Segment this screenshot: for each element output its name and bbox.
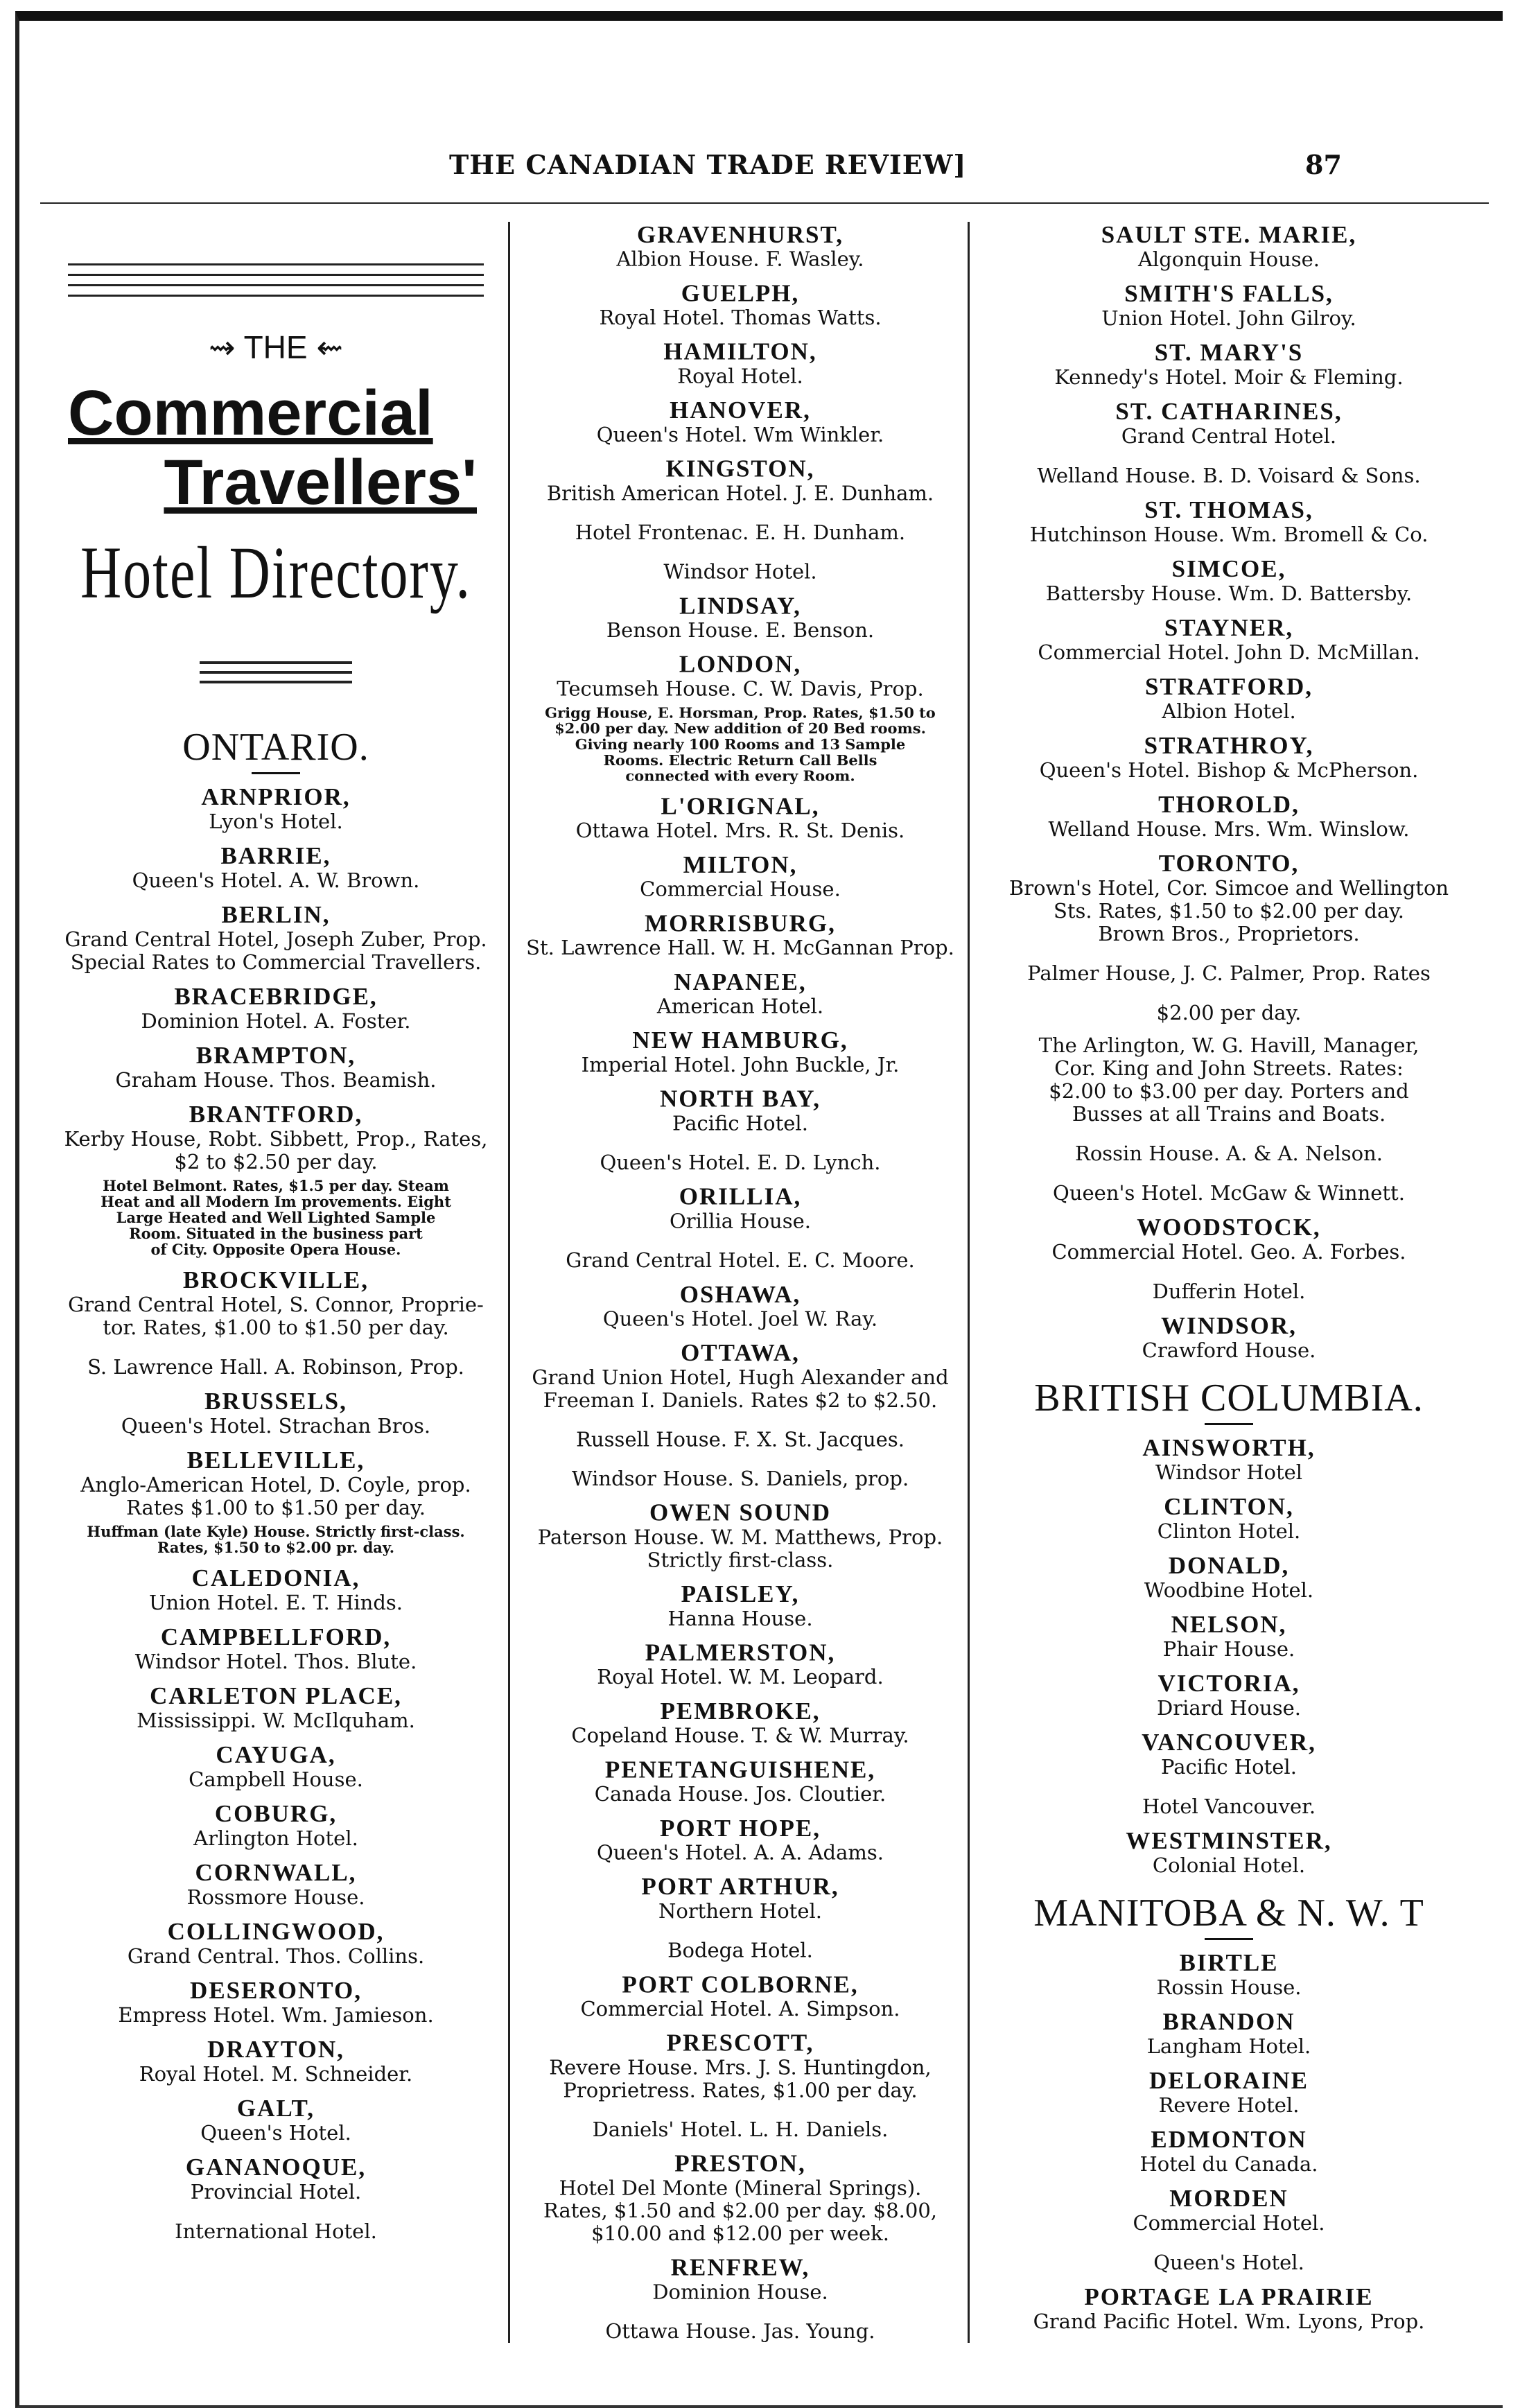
- hotel-line: Commercial Hotel. A. Simpson.: [580, 1997, 900, 2021]
- hotel-entry: [972, 615, 1485, 664]
- column-divider-2: [968, 222, 970, 2343]
- directory-commercial: Commercial: [68, 378, 433, 448]
- town-name: BIRTLE: [1179, 1949, 1279, 1976]
- hotel-note-line: Hotel Belmont. Rates, $1.5 per day. Steam: [103, 1177, 449, 1194]
- town-name: ST. MARY'S: [1154, 339, 1304, 366]
- hotel-note: [47, 1524, 505, 1555]
- hotel-line: Copeland House. T. & W. Murray.: [571, 1723, 909, 1747]
- town-name: MORDEN: [1169, 2185, 1288, 2212]
- hotel-line: Queen's Hotel. Bishop & McPherson.: [1039, 758, 1419, 782]
- town-name: DESERONTO,: [190, 1977, 362, 2004]
- hotel-entry: [47, 1101, 505, 1257]
- page-header: [19, 149, 1503, 191]
- column-3-entries: [972, 222, 1485, 1362]
- hotel-line: Grand Central Hotel.: [1121, 424, 1337, 448]
- hotel-entry: [972, 2068, 1485, 2117]
- town-name: SAULT STE. MARIE,: [1101, 221, 1357, 248]
- town-name: STRATHROY,: [1144, 732, 1314, 759]
- directory-the: ⇝ THE ⇜: [209, 329, 343, 365]
- hotel-line: Pacific Hotel.: [1161, 1755, 1297, 1779]
- town-name: THOROLD,: [1158, 791, 1300, 818]
- town-name: L'ORIGNAL,: [661, 792, 820, 820]
- town-name: BROCKVILLE,: [182, 1266, 369, 1293]
- hotel-line: Rates, $1.50 and $2.00 per day. $8.00,: [543, 2199, 938, 2223]
- town-name: WESTMINSTER,: [1126, 1827, 1332, 1854]
- hotel-line: Paterson House. W. M. Matthews, Prop.: [537, 1525, 943, 1549]
- hotel-entry: [515, 1581, 966, 1630]
- hotel-line: International Hotel.: [175, 2219, 377, 2243]
- hotel-entry: [515, 852, 966, 901]
- hotel-entry: [515, 794, 966, 843]
- hotel-line: Driard House.: [1156, 1696, 1301, 1720]
- hotel-line: Revere Hotel.: [1158, 2093, 1300, 2117]
- hotel-entry: [47, 2154, 505, 2243]
- hotel-line: Northern Hotel.: [658, 1899, 822, 1923]
- hotel-line: Welland House. B. D. Voisard & Sons.: [1037, 464, 1421, 487]
- hotel-entry: [515, 280, 966, 329]
- hotel-line: $10.00 and $12.00 per week.: [591, 2222, 889, 2245]
- hotel-line: Langham Hotel.: [1146, 2034, 1311, 2058]
- hotel-line: Hotel Vancouver.: [1142, 1795, 1316, 1818]
- hotel-line: Imperial Hotel. John Buckle, Jr.: [581, 1053, 900, 1076]
- hotel-line: St. Lawrence Hall. W. H. McGannan Prop.: [526, 936, 954, 960]
- hotel-line: The Arlington, W. G. Havill, Manager,: [1038, 1033, 1419, 1057]
- hotel-entry: [972, 2284, 1485, 2333]
- town-name: BERLIN,: [221, 901, 331, 928]
- town-name: NELSON,: [1171, 1611, 1287, 1638]
- hotel-entry: [515, 2151, 966, 2245]
- hotel-line: Hanna House.: [667, 1606, 813, 1630]
- hotel-entry: [972, 1214, 1485, 1303]
- hotel-line: Proprietress. Rates, $1.00 per day.: [563, 2078, 918, 2102]
- hotel-line: British American Hotel. J. E. Dunham.: [546, 481, 934, 505]
- hotel-line: Albion House. F. Wasley.: [616, 247, 864, 271]
- hotel-line: Kerby House, Robt. Sibbett, Prop., Rates,: [64, 1127, 488, 1151]
- town-name: BARRIE,: [220, 842, 331, 869]
- hotel-line: Dominion House.: [652, 2280, 828, 2304]
- hotel-entry: [972, 1828, 1485, 1877]
- column-1: [47, 222, 505, 2243]
- hotel-line: Queen's Hotel.: [1153, 2251, 1304, 2274]
- hotel-entry: [515, 1757, 966, 1806]
- hotel-entry: [515, 397, 966, 446]
- hotel-entry: [515, 222, 966, 271]
- hotel-line: Orillia House.: [670, 1209, 811, 1233]
- hotel-entry: [515, 339, 966, 388]
- town-name: AINSWORTH,: [1142, 1434, 1316, 1461]
- hotel-entry: [515, 2030, 966, 2141]
- hotel-entry: [972, 340, 1485, 389]
- hotel-entry: [972, 1034, 1485, 1205]
- hotel-line: Brown's Hotel, Cor. Simcoe and Wellington: [1008, 876, 1449, 900]
- province-bar: [252, 772, 300, 774]
- town-name: CORNWALL,: [195, 1859, 357, 1886]
- hotel-entry: [515, 1971, 966, 2021]
- hotel-entry: [47, 1388, 505, 1438]
- hotel-line: Graham House. Thos. Beamish.: [115, 1068, 437, 1092]
- british-columbia-entries: [972, 1435, 1485, 1877]
- hotel-entry: [515, 1027, 966, 1076]
- hotel-entry: [972, 1553, 1485, 1602]
- hotel-line: Provincial Hotel.: [190, 2180, 362, 2204]
- hotel-line: tor. Rates, $1.00 to $1.50 per day.: [103, 1316, 449, 1339]
- town-name: TORONTO,: [1158, 850, 1300, 877]
- hotel-line: Sts. Rates, $1.50 to $2.00 per day.: [1054, 899, 1404, 923]
- page-number: 87: [1305, 149, 1342, 180]
- town-name: EDMONTON: [1151, 2126, 1307, 2153]
- town-name: PALMERSTON,: [645, 1639, 836, 1666]
- hotel-line: Colonial Hotel.: [1152, 1853, 1306, 1877]
- hotel-entry: [972, 1729, 1485, 1818]
- town-name: OSHAWA,: [679, 1281, 801, 1308]
- province-bar: [1205, 1938, 1253, 1940]
- hotel-note-line: connected with every Room.: [625, 767, 855, 785]
- hotel-line: Royal Hotel.: [677, 364, 803, 388]
- town-name: COLLINGWOOD,: [167, 1918, 385, 1945]
- page-title: THE CANADIAN TRADE REVIEW]: [449, 149, 967, 180]
- town-name: SMITH'S FALLS,: [1124, 280, 1334, 307]
- column-2: [515, 222, 966, 2343]
- hotel-line: Grand Central Hotel, S. Connor, Proprie-: [68, 1293, 484, 1316]
- town-name: HAMILTON,: [663, 338, 817, 365]
- town-name: PAISLEY,: [681, 1580, 800, 1607]
- hotel-line: Busses at all Trains and Boats.: [1072, 1102, 1386, 1126]
- hotel-line: Rossin House. A. & A. Nelson.: [1075, 1142, 1383, 1165]
- hotel-entry: [515, 1500, 966, 1571]
- hotel-line: Lyon's Hotel.: [209, 810, 343, 833]
- hotel-entry: [515, 1640, 966, 1689]
- hotel-line: Grand Central Hotel. E. C. Moore.: [566, 1248, 915, 1273]
- hotel-entry: [972, 1670, 1485, 1720]
- hotel-entry: [515, 456, 966, 584]
- hotel-note: [47, 1178, 505, 1257]
- hotel-line: Daniels' Hotel. L. H. Daniels.: [592, 2118, 889, 2141]
- hotel-line: $2 to $2.50 per day.: [174, 1150, 378, 1174]
- town-name: PRESCOTT,: [666, 2029, 814, 2057]
- town-name: CLINTON,: [1164, 1493, 1294, 1520]
- hotel-line: Windsor Hotel. Thos. Blute.: [134, 1650, 417, 1673]
- town-name: WINDSOR,: [1161, 1312, 1297, 1339]
- hotel-line: American Hotel.: [656, 994, 824, 1018]
- town-name: CARLETON PLACE,: [150, 1682, 402, 1709]
- hotel-line: Grand Pacific Hotel. Wm. Lyons, Prop.: [1033, 2310, 1425, 2333]
- hotel-entry: [47, 2036, 505, 2086]
- hotel-line: Pacific Hotel.: [672, 1111, 808, 1135]
- town-name: PORT ARTHUR,: [641, 1873, 839, 1901]
- hotel-note: [515, 704, 966, 783]
- hotel-line: Windsor House. S. Daniels, prop.: [571, 1467, 909, 1491]
- hotel-line: Special Rates to Commercial Travellers.: [70, 950, 482, 974]
- town-name: BRANTFORD,: [189, 1101, 363, 1128]
- town-name: PEMBROKE,: [660, 1698, 821, 1725]
- hotel-entry: [515, 1282, 966, 1331]
- column-divider-1: [508, 222, 510, 2343]
- directory-hotel-directory: Hotel Directory.: [80, 532, 472, 614]
- hotel-entry: [47, 1267, 505, 1379]
- town-name: BELLEVILLE,: [186, 1447, 365, 1474]
- hotel-entry: [515, 652, 966, 784]
- manitoba-entries: [972, 1950, 1485, 2333]
- town-name: GANANOQUE,: [185, 2154, 367, 2181]
- town-name: GALT,: [236, 2095, 315, 2122]
- hotel-entry: [515, 1086, 966, 1174]
- town-name: BRANDON: [1162, 2008, 1295, 2035]
- hotel-line: Rossin House.: [1156, 1975, 1302, 1999]
- hotel-line: Hutchinson House. Wm. Bromell & Co.: [1029, 523, 1428, 546]
- column-3: [972, 222, 1485, 2333]
- hotel-line: Russell House. F. X. St. Jacques.: [576, 1427, 905, 1451]
- hotel-line: Grand Central. Thos. Collins.: [127, 1944, 425, 1968]
- hotel-entry: [47, 1624, 505, 1673]
- hotel-entry: [515, 1698, 966, 1747]
- hotel-entry: [47, 984, 505, 1033]
- town-name: ST. THOMAS,: [1144, 496, 1313, 523]
- hotel-line: Queen's Hotel. Joel W. Ray.: [602, 1307, 878, 1331]
- town-name: LINDSAY,: [679, 592, 801, 620]
- town-name: MORRISBURG,: [645, 909, 836, 937]
- hotel-note-line: Grigg House, E. Horsman, Prop. Rates, $1.50 to: [545, 704, 936, 722]
- hotel-line: Hotel Del Monte (Mineral Springs).: [559, 2176, 922, 2200]
- hotel-line: Royal Hotel. W. M. Leopard.: [597, 1665, 884, 1689]
- town-name: VANCOUVER,: [1142, 1729, 1316, 1756]
- hotel-entry: [515, 1815, 966, 1865]
- town-name: VICTORIA,: [1157, 1670, 1300, 1697]
- hotel-line: Woodbine Hotel.: [1144, 1578, 1314, 1602]
- hotel-line: $2.00 per day.: [1156, 1001, 1302, 1024]
- town-name: STAYNER,: [1164, 614, 1294, 641]
- hotel-line: Union Hotel. John Gilroy.: [1101, 306, 1356, 330]
- town-name: DRAYTON,: [207, 2036, 344, 2063]
- hotel-entry: [47, 1683, 505, 1732]
- hotel-line: Queen's Hotel. E. D. Lynch.: [600, 1151, 881, 1175]
- hotel-line: Welland House. Mrs. Wm. Winslow.: [1048, 817, 1410, 841]
- town-name: SIMCOE,: [1171, 555, 1286, 582]
- hotel-entry: [515, 1874, 966, 1962]
- hotel-line: Rates $1.00 to $1.50 per day.: [126, 1496, 426, 1519]
- hotel-line: Albion Hotel.: [1162, 699, 1296, 723]
- town-name: ORILLIA,: [679, 1183, 802, 1210]
- hotel-line: Hotel du Canada.: [1139, 2152, 1318, 2176]
- town-name: PORT COLBORNE,: [622, 1971, 859, 1998]
- hotel-entry: [972, 2127, 1485, 2176]
- hotel-line: S. Lawrence Hall. A. Robinson, Prop.: [87, 1355, 464, 1379]
- hotel-entry: [47, 1042, 505, 1092]
- hotel-line: Commercial Hotel. Geo. A. Forbes.: [1051, 1240, 1406, 1264]
- hotel-line: Mississippi. W. McIlquham.: [137, 1709, 415, 1732]
- hotel-entry: [972, 497, 1485, 546]
- hotel-entry: [972, 281, 1485, 330]
- hotel-entry: [972, 2009, 1485, 2058]
- province-manitoba: MANITOBA & N. W. T: [1033, 1892, 1424, 1935]
- province-bar: [1205, 1423, 1253, 1425]
- hotel-entry: [972, 1313, 1485, 1362]
- town-name: CALEDONIA,: [191, 1564, 360, 1591]
- town-name: OTTAWA,: [681, 1339, 800, 1367]
- hotel-note-line: Room. Situated in the business part: [129, 1225, 423, 1242]
- hotel-line: Dufferin Hotel.: [1152, 1280, 1306, 1303]
- town-name: LONDON,: [679, 650, 802, 678]
- hotel-line: Strictly first-class.: [647, 1548, 834, 1572]
- directory-title-block: [47, 263, 505, 683]
- province-british-columbia: BRITISH COLUMBIA.: [1034, 1377, 1424, 1420]
- hotel-entry: [47, 1860, 505, 1909]
- hotel-entry: [972, 1494, 1485, 1543]
- hotel-entry: [972, 1435, 1485, 1484]
- column-1-entries: [47, 784, 505, 2243]
- hotel-line: Dominion Hotel. A. Foster.: [141, 1009, 411, 1033]
- town-name: ST. CATHARINES,: [1115, 398, 1343, 425]
- hotel-entry: [47, 1447, 505, 1555]
- town-name: HANOVER,: [670, 396, 811, 424]
- hotel-line: Queen's Hotel. McGaw & Winnett.: [1053, 1181, 1405, 1205]
- town-name: DONALD,: [1168, 1552, 1290, 1579]
- hotel-entry: [47, 1978, 505, 2027]
- hotel-line: Crawford House.: [1142, 1338, 1316, 1362]
- hotel-entry: [47, 784, 505, 833]
- hotel-note-line: Rates, $1.50 to $2.00 pr. day.: [157, 1539, 395, 1556]
- hotel-line: Commercial Hotel.: [1133, 2211, 1325, 2235]
- hotel-line: Queen's Hotel. Wm Winkler.: [596, 423, 884, 446]
- hotel-entry: [515, 911, 966, 960]
- hotel-line: Hotel Frontenac. E. H. Dunham.: [575, 521, 906, 544]
- town-name: PENETANGUISHENE,: [604, 1756, 876, 1783]
- hotel-note-line: Large Heated and Well Lighted Sample: [116, 1209, 436, 1226]
- hotel-line: Arlington Hotel.: [193, 1826, 358, 1850]
- hotel-entry: [47, 1919, 505, 1968]
- hotel-entry: [47, 1565, 505, 1614]
- hotel-entry: [515, 2255, 966, 2343]
- town-name: NAPANEE,: [674, 968, 807, 995]
- hotel-note-line: Rooms. Electric Return Call Bells: [603, 751, 877, 769]
- hotel-line: Palmer House, J. C. Palmer, Prop. Rates: [1027, 961, 1431, 985]
- title-rules: [68, 263, 505, 297]
- hotel-entry: [972, 399, 1485, 487]
- hotel-line: Rossmore House.: [186, 1885, 365, 1909]
- hotel-line: Ottawa House. Jas. Young.: [605, 2319, 875, 2343]
- town-name: DELORAINE: [1149, 2067, 1309, 2094]
- hotel-line: Anglo-American Hotel, D. Coyle, prop.: [80, 1473, 471, 1497]
- hotel-line: Royal Hotel. Thomas Watts.: [599, 306, 882, 329]
- town-name: PORT HOPE,: [659, 1814, 821, 1842]
- hotel-line: Campbell House.: [189, 1768, 363, 1791]
- town-name: PRESTON,: [674, 2149, 806, 2177]
- page: [15, 11, 1503, 2408]
- province-ontario: ONTARIO.: [182, 726, 369, 769]
- hotel-line: Revere House. Mrs. J. S. Huntingdon,: [549, 2055, 932, 2079]
- hotel-line: $2.00 to $3.00 per day. Porters and: [1049, 1079, 1409, 1103]
- hotel-line: Grand Union Hotel, Hugh Alexander and: [532, 1366, 949, 1389]
- hotel-line: Commercial Hotel. John D. McMillan.: [1038, 640, 1420, 664]
- town-name: RENFREW,: [670, 2253, 810, 2281]
- hotel-line: Kennedy's Hotel. Moir & Fleming.: [1054, 365, 1404, 389]
- hotel-note-line: of City. Opposite Opera House.: [150, 1241, 401, 1258]
- hotel-line: Royal Hotel. M. Schneider.: [139, 2062, 413, 2086]
- hotel-entry: [972, 2185, 1485, 2274]
- directory-travellers: Travellers': [164, 447, 477, 518]
- hotel-line: Commercial House.: [640, 877, 841, 901]
- hotel-note-line: Huffman (late Kyle) House. Strictly first-class.: [87, 1523, 465, 1540]
- town-name: CAMPBELLFORD,: [160, 1623, 392, 1650]
- hotel-line: Bodega Hotel.: [667, 1938, 813, 1962]
- hotel-entry: [515, 1340, 966, 1490]
- town-name: GUELPH,: [681, 279, 800, 307]
- hotel-entry: [47, 843, 505, 892]
- hotel-line: Grand Central Hotel, Joseph Zuber, Prop.: [64, 927, 487, 951]
- hotel-entry: [972, 792, 1485, 841]
- hotel-line: Union Hotel. E. T. Hinds.: [148, 1591, 403, 1614]
- hotel-entry: [47, 2095, 505, 2145]
- hotel-entry: [515, 969, 966, 1018]
- hotel-line: Queen's Hotel.: [200, 2121, 351, 2145]
- hotel-entry: [47, 1742, 505, 1791]
- hotel-line: Ottawa Hotel. Mrs. R. St. Denis.: [575, 819, 905, 843]
- hotel-line: Canada House. Jos. Cloutier.: [594, 1782, 886, 1806]
- hotel-line: Phair House.: [1162, 1637, 1295, 1661]
- hotel-line: Battersby House. Wm. D. Battersby.: [1045, 582, 1413, 605]
- column-2-entries: [515, 222, 966, 2343]
- hotel-entry: [515, 593, 966, 642]
- hotel-entry: [972, 1612, 1485, 1661]
- hotel-line: Clinton Hotel.: [1157, 1519, 1301, 1543]
- hotel-entry: [47, 1801, 505, 1850]
- hotel-entry: [972, 850, 1485, 1024]
- town-name: MILTON,: [683, 851, 798, 878]
- hotel-line: Tecumseh House. C. W. Davis, Prop.: [557, 677, 924, 701]
- hotel-line: Windsor Hotel.: [663, 559, 817, 584]
- town-name: COBURG,: [214, 1800, 338, 1827]
- hotel-line: Queen's Hotel. Strachan Bros.: [121, 1414, 431, 1438]
- hotel-line: Windsor Hotel: [1155, 1460, 1303, 1484]
- town-name: CAYUGA,: [216, 1741, 336, 1768]
- town-name: BRACEBRIDGE,: [174, 983, 378, 1010]
- town-name: GRAVENHURST,: [637, 221, 844, 248]
- hotel-note-line: $2.00 per day. New addition of 20 Bed rooms.: [554, 719, 926, 738]
- town-name: PORTAGE LA PRAIRIE: [1084, 2283, 1374, 2310]
- hotel-entry: [47, 902, 505, 974]
- town-name: OWEN SOUND: [649, 1499, 832, 1526]
- hotel-entry: [972, 556, 1485, 605]
- hotel-line: Cor. King and John Streets. Rates:: [1054, 1056, 1404, 1080]
- hotel-entry: [972, 733, 1485, 782]
- hotel-note-line: Heat and all Modern Im provements. Eight: [101, 1193, 451, 1210]
- hotel-line: Empress Hotel. Wm. Jamieson.: [118, 2003, 434, 2027]
- hotel-entry: [515, 1184, 966, 1272]
- hotel-line: Queen's Hotel. A. A. Adams.: [597, 1840, 884, 1865]
- header-rule: [40, 202, 1489, 204]
- hotel-line: Brown Bros., Proprietors.: [1098, 922, 1360, 945]
- hotel-line: Queen's Hotel. A. W. Brown.: [132, 869, 420, 892]
- town-name: KINGSTON,: [665, 455, 815, 482]
- town-name: BRUSSELS,: [204, 1388, 347, 1415]
- hotel-entry: [972, 1950, 1485, 1999]
- title-rules-bottom: [200, 661, 352, 683]
- town-name: NORTH BAY,: [659, 1085, 821, 1113]
- town-name: STRATFORD,: [1144, 673, 1313, 700]
- hotel-line: Freeman I. Daniels. Rates $2 to $2.50.: [543, 1388, 938, 1412]
- town-name: BRAMPTON,: [195, 1042, 356, 1069]
- town-name: NEW HAMBURG,: [632, 1027, 848, 1054]
- town-name: ARNPRIOR,: [201, 783, 351, 810]
- town-name: WOODSTOCK,: [1137, 1214, 1321, 1241]
- hotel-line: Algonquin House.: [1137, 247, 1320, 271]
- hotel-entry: [972, 222, 1485, 271]
- hotel-line: Benson House. E. Benson.: [606, 618, 875, 643]
- hotel-note-line: Giving nearly 100 Rooms and 13 Sample: [575, 735, 906, 753]
- hotel-entry: [972, 674, 1485, 723]
